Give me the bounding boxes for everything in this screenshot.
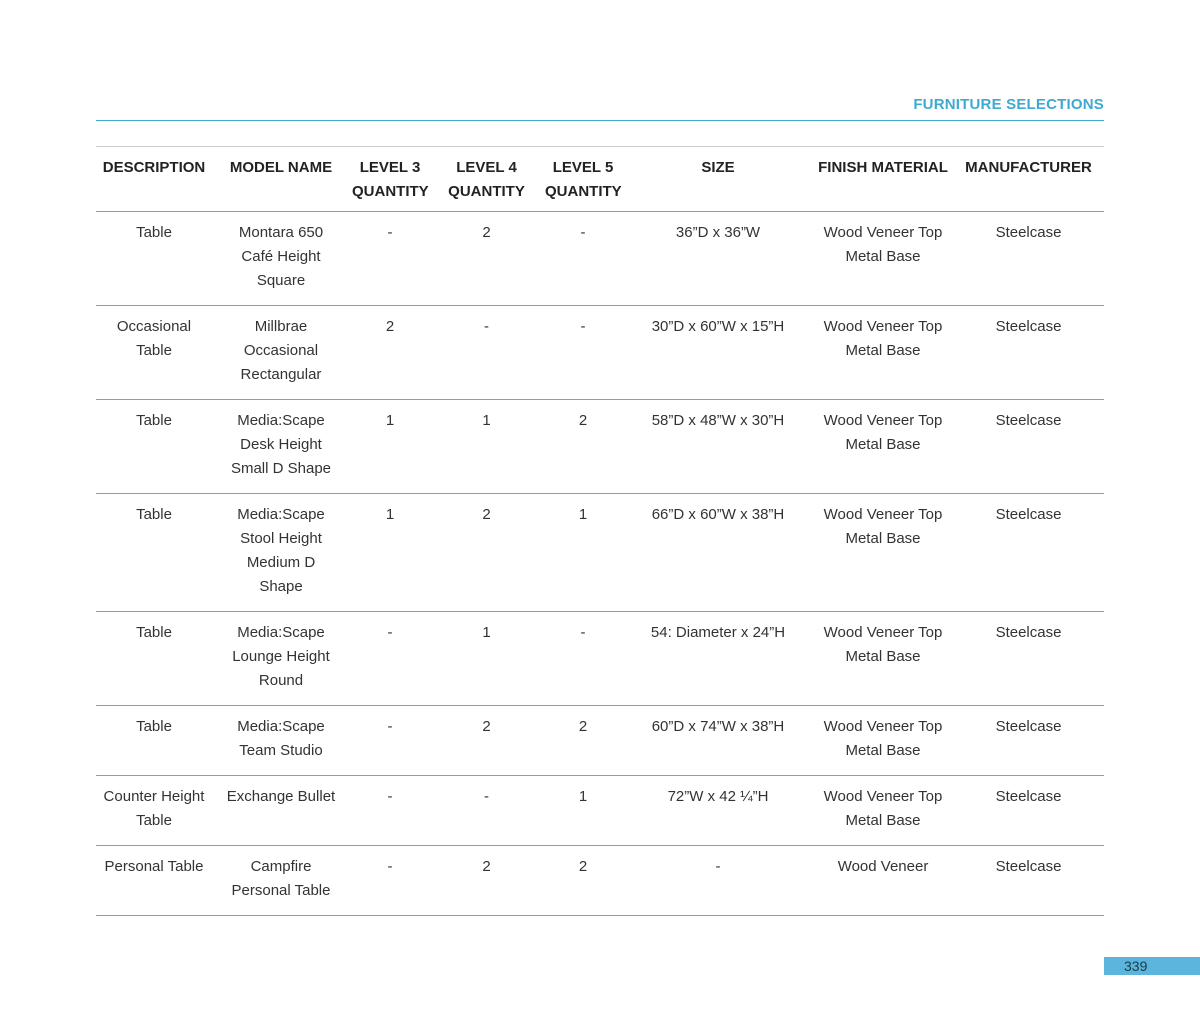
cell-level3-quantity: - [387, 624, 393, 641]
cell-level3-quantity: - [387, 718, 393, 735]
cell-level4-quantity: 2 [482, 858, 491, 875]
cell-model-name-line: Media:Scape [237, 718, 325, 735]
cell-level5-quantity: - [580, 624, 586, 641]
table-row [96, 212, 1104, 306]
cell-level5-quantity: 2 [578, 718, 588, 735]
cell-level5-quantity: 1 [578, 506, 588, 523]
cell-level4-quantity: - [484, 318, 489, 335]
table-body [96, 212, 1104, 916]
cell-model-name [212, 400, 350, 494]
cell-model-name-line: Café Height [241, 248, 321, 265]
cell-model-name-line: Occasional [243, 342, 319, 359]
cell-finish-material-line: Metal Base [845, 342, 921, 359]
cell-finish-material-line: Wood Veneer Top [823, 318, 943, 335]
cell-finish-material-line: Metal Base [845, 812, 921, 829]
cell-model-name [212, 706, 350, 776]
cell-description [96, 212, 212, 306]
cell-model-name [212, 494, 350, 612]
cell-model-name [212, 612, 350, 706]
cell-finish-material [813, 212, 953, 306]
cell-level4-quantity: 1 [482, 624, 491, 641]
cell-model-name-line: Round [258, 672, 304, 689]
cell-description-line: Personal Table [104, 858, 204, 875]
cell-model-name-line: Stool Height [240, 530, 322, 547]
cell-model-name-line: Millbrae [254, 318, 308, 335]
cell-model-name-line: Small D Shape [230, 460, 332, 477]
cell-description [96, 846, 212, 916]
cell-size: 58”D x 48”W x 30”H [651, 412, 785, 429]
cell-description-line: Table [136, 506, 172, 523]
header-level3-quantity [350, 147, 430, 212]
header-level4-line2: QUANTITY [448, 183, 525, 200]
table-row [96, 400, 1104, 494]
title-divider [96, 120, 1104, 121]
cell-description [96, 306, 212, 400]
cell-description-line: Table [136, 224, 172, 241]
header-level4-quantity [430, 147, 543, 212]
header-level3-line1: LEVEL 3 [359, 159, 421, 176]
header-level4-line1: LEVEL 4 [456, 159, 517, 176]
cell-manufacturer: Steelcase [995, 718, 1062, 735]
cell-model-name-line: Media:Scape [237, 412, 325, 429]
cell-description-line: Table [136, 718, 172, 735]
header-description: DESCRIPTION [102, 159, 206, 176]
furniture-table [96, 146, 1104, 916]
cell-level4-quantity: 2 [482, 506, 491, 523]
cell-model-name [212, 212, 350, 306]
header-level5-line2: QUANTITY [545, 183, 622, 200]
cell-finish-material [813, 776, 953, 846]
cell-level5-quantity: 1 [578, 788, 588, 805]
cell-level5-quantity: - [580, 224, 586, 241]
cell-finish-material [813, 494, 953, 612]
cell-level4-quantity: 2 [482, 718, 491, 735]
cell-description [96, 776, 212, 846]
cell-level3-quantity: - [387, 224, 393, 241]
cell-finish-material [813, 846, 953, 916]
cell-model-name-line: Media:Scape [237, 624, 325, 641]
header-level5-line1: LEVEL 5 [552, 159, 614, 176]
cell-level5-quantity: 2 [578, 412, 588, 429]
cell-manufacturer: Steelcase [995, 318, 1062, 335]
cell-model-name-line: Media:Scape [237, 506, 325, 523]
cell-model-name [212, 846, 350, 916]
cell-description-line: Table [136, 412, 172, 429]
cell-model-name-line: Medium D [246, 554, 316, 571]
cell-model-name-line: Montara 650 [238, 224, 324, 241]
cell-manufacturer: Steelcase [995, 412, 1062, 429]
cell-description [96, 400, 212, 494]
page-number-tab [1104, 957, 1200, 975]
cell-model-name-line: Personal Table [231, 882, 331, 899]
cell-manufacturer: Steelcase [995, 624, 1062, 641]
cell-finish-material-line: Wood Veneer Top [823, 788, 943, 805]
cell-level3-quantity: 1 [385, 412, 395, 429]
cell-description-line: Table [136, 342, 172, 359]
cell-model-name-line: Square [256, 272, 306, 289]
cell-finish-material-line: Wood Veneer Top [823, 506, 943, 523]
section-title: FURNITURE SELECTIONS [913, 96, 1104, 113]
cell-size: 60”D x 74”W x 38”H [651, 718, 785, 735]
cell-model-name-line: Rectangular [240, 366, 322, 383]
cell-model-name [212, 776, 350, 846]
cell-model-name-line: Desk Height [240, 436, 322, 453]
header-model-name: MODEL NAME [229, 159, 333, 176]
cell-finish-material-line: Metal Base [845, 530, 921, 547]
cell-finish-material-line: Metal Base [845, 436, 921, 453]
header-manufacturer: MANUFACTURER [965, 159, 1092, 176]
cell-description-line: Occasional [116, 318, 192, 335]
cell-model-name [212, 306, 350, 400]
cell-finish-material-line: Wood Veneer Top [823, 624, 943, 641]
cell-description-line: Table [136, 812, 172, 829]
cell-description [96, 612, 212, 706]
cell-size: 54: Diameter x 24”H [650, 624, 786, 641]
cell-description [96, 494, 212, 612]
cell-size: - [715, 858, 721, 875]
table-row [96, 494, 1104, 612]
cell-size: 30”D x 60”W x 15”H [651, 318, 785, 335]
cell-finish-material-line: Wood Veneer [837, 858, 929, 875]
cell-description-line: Table [136, 624, 172, 641]
cell-finish-material-line: Wood Veneer Top [823, 718, 943, 735]
header-level3-line2: QUANTITY [352, 183, 429, 200]
table-row [96, 306, 1104, 400]
cell-level4-quantity: 2 [482, 224, 491, 241]
cell-finish-material [813, 306, 953, 400]
cell-finish-material [813, 400, 953, 494]
table-row [96, 706, 1104, 776]
cell-model-name-line: Exchange Bullet [226, 788, 336, 805]
cell-description [96, 706, 212, 776]
cell-level5-quantity: - [580, 318, 586, 335]
header-finish-material: FINISH MATERIAL [818, 159, 948, 176]
cell-level4-quantity: 1 [482, 412, 491, 429]
table-row [96, 612, 1104, 706]
cell-description-line: Counter Height [103, 788, 205, 805]
cell-size: 36”D x 36”W [675, 224, 761, 241]
cell-level5-quantity: 2 [578, 858, 588, 875]
cell-level3-quantity: - [387, 858, 393, 875]
cell-finish-material-line: Metal Base [845, 248, 921, 265]
header-size: SIZE [701, 159, 735, 176]
table-header-row [96, 147, 1104, 212]
cell-finish-material-line: Metal Base [845, 742, 921, 759]
cell-manufacturer: Steelcase [995, 506, 1062, 523]
cell-finish-material [813, 706, 953, 776]
cell-size: 72”W x 42 ¼”H [667, 788, 769, 805]
cell-size: 66”D x 60”W x 38”H [651, 506, 785, 523]
cell-finish-material-line: Wood Veneer Top [823, 224, 943, 241]
cell-model-name-line: Shape [259, 578, 303, 595]
page-number: 339 [1124, 958, 1148, 974]
cell-level3-quantity: - [387, 788, 393, 805]
table-row [96, 846, 1104, 916]
cell-finish-material-line: Metal Base [845, 648, 921, 665]
cell-level3-quantity: 2 [385, 318, 395, 335]
table-row [96, 776, 1104, 846]
cell-manufacturer: Steelcase [995, 224, 1062, 241]
header-level5-quantity [543, 147, 623, 212]
cell-model-name-line: Campfire [250, 858, 312, 875]
cell-finish-material-line: Wood Veneer Top [823, 412, 943, 429]
cell-level4-quantity: - [484, 788, 489, 805]
cell-finish-material [813, 612, 953, 706]
cell-manufacturer: Steelcase [995, 858, 1062, 875]
cell-level3-quantity: 1 [385, 506, 395, 523]
cell-model-name-line: Team Studio [239, 742, 323, 759]
cell-manufacturer: Steelcase [995, 788, 1062, 805]
cell-model-name-line: Lounge Height [232, 648, 330, 665]
